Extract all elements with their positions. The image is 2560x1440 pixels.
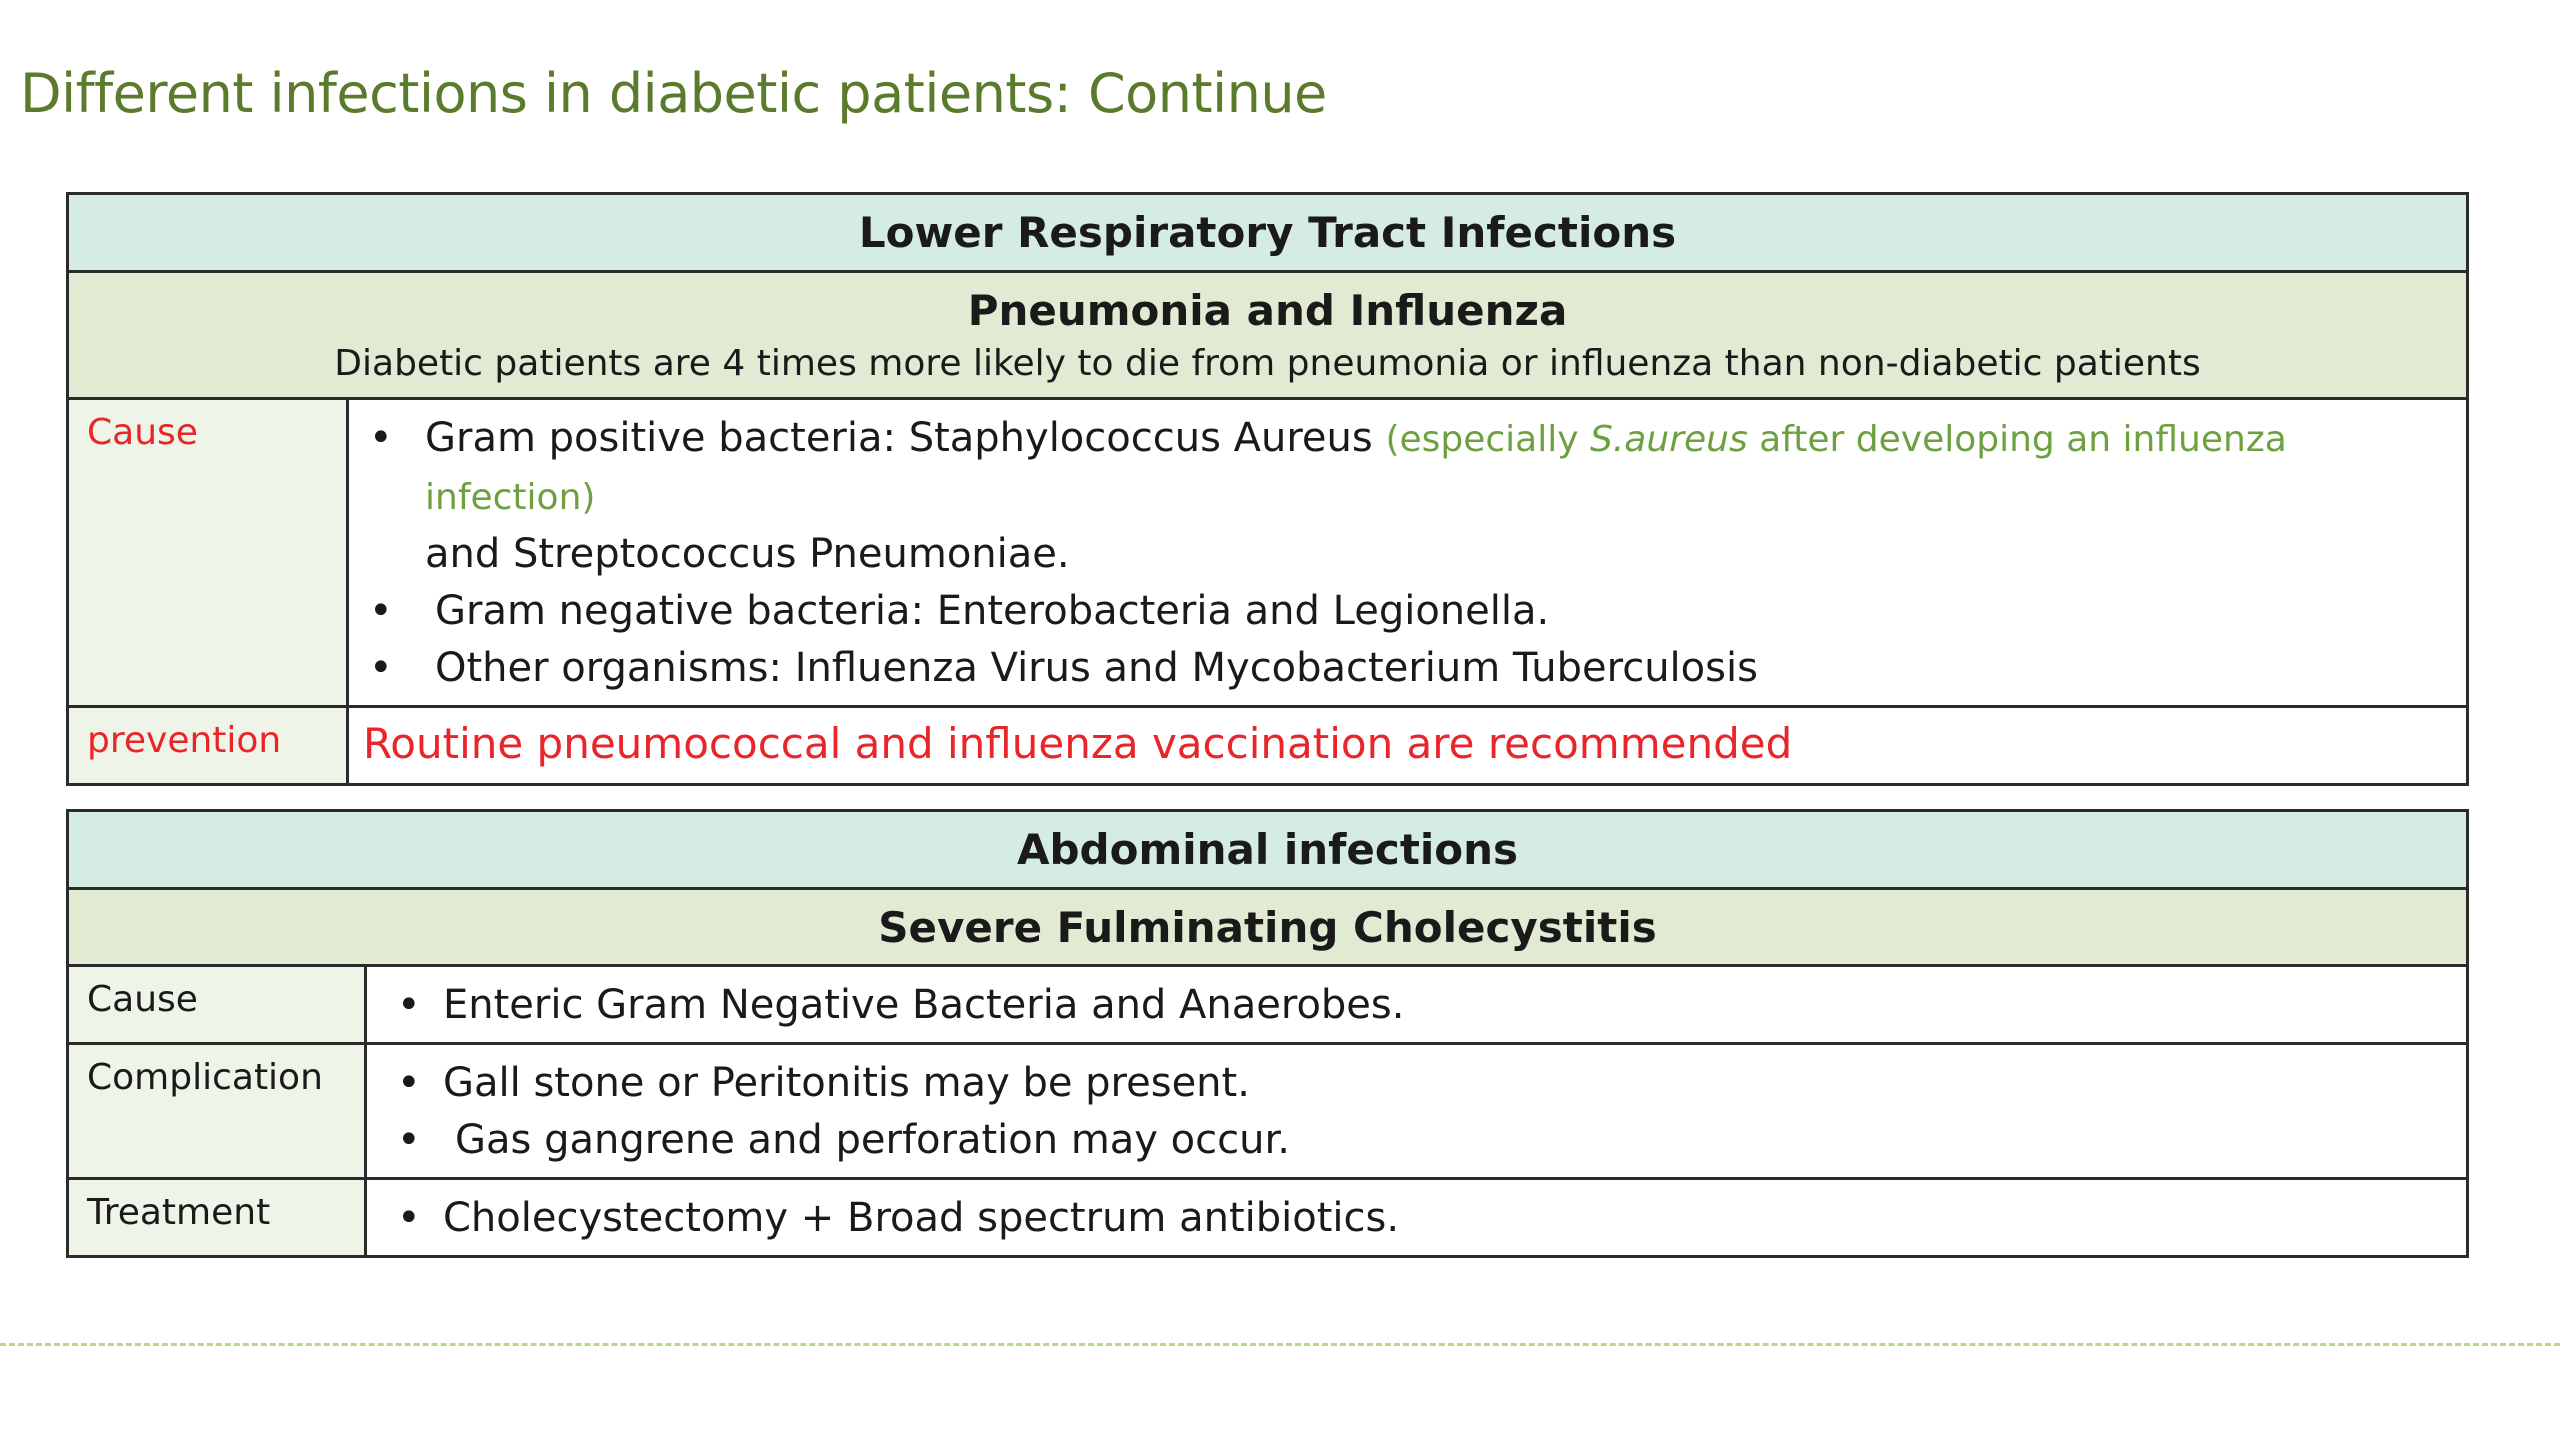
list-item-text: Gas gangrene and perforation may occur. [455,1117,1290,1163]
cause-content [348,399,2468,707]
row-label-cause: Cause [68,399,348,707]
bullet-marker: • [397,1117,421,1163]
list-item [363,583,2446,640]
list-item [381,1055,2446,1112]
bullet-marker: • [369,645,393,691]
bullet-marker: • [369,415,393,461]
note-prefix: (especially [1385,419,1579,460]
note-suffix: after developing an influenza infection) [425,419,2287,518]
footer-divider [0,1343,2560,1346]
row-label-complication: Complication [68,1044,366,1179]
cause-list [363,410,2446,697]
list-item-text: Gall stone or Peritonitis may be present. [443,1060,1250,1106]
list-item [363,640,2446,697]
prevention-content [348,707,2468,785]
list-item [381,977,2446,1034]
prevention-text: Routine pneumococcal and influenza vaccination are recommended [363,719,1793,768]
list-item-text: Gram negative bacteria: Enterobacteria and Legionella. [435,588,1550,634]
list-item-text: Other organisms: Influenza Virus and Mycobacterium Tuberculosis [435,645,1758,691]
bullet-marker: • [397,1060,421,1106]
complication-content [366,1044,2468,1179]
abdominal-infections-table [66,809,2469,1258]
cause-content [366,966,2468,1044]
row-label-prevention: prevention [68,707,348,785]
row-label-treatment: Treatment [68,1179,366,1257]
respiratory-infections-table [66,192,2469,786]
list-item-text: Gram positive bacteria: Staphylococcus Aureus [425,415,1373,461]
table-subheader: Severe Fulminating Cholecystitis [68,889,2468,966]
bullet-marker: • [397,982,421,1028]
subheader-description: Diabetic patients are 4 times more likely to die from pneumonia or influenza than non-diabetic patients [334,343,2201,384]
treatment-list [381,1190,2446,1247]
subheader-title: Pneumonia and Influenza [967,286,1568,335]
bullet-marker: • [369,588,393,634]
list-item-text: Enteric Gram Negative Bacteria and Anaerobes. [443,982,1405,1028]
list-item [363,410,2446,583]
bullet-marker: • [397,1195,421,1241]
list-item [381,1190,2446,1247]
table-header: Lower Respiratory Tract Infections [68,194,2468,272]
complication-list [381,1055,2446,1169]
treatment-content [366,1179,2468,1257]
note-italic: S.aureus [1590,419,1748,460]
row-label-cause: Cause [68,966,366,1044]
table-header: Abdominal infections [68,811,2468,889]
list-item [381,1112,2446,1169]
page-title: Different infections in diabetic patients: Continue [20,62,1327,125]
list-item-text: Cholecystectomy + Broad spectrum antibiotics. [443,1195,1400,1241]
list-item-text-continued: and Streptococcus Pneumoniae. [425,531,1070,577]
cause-list [381,977,2446,1034]
table-subheader [68,272,2468,399]
